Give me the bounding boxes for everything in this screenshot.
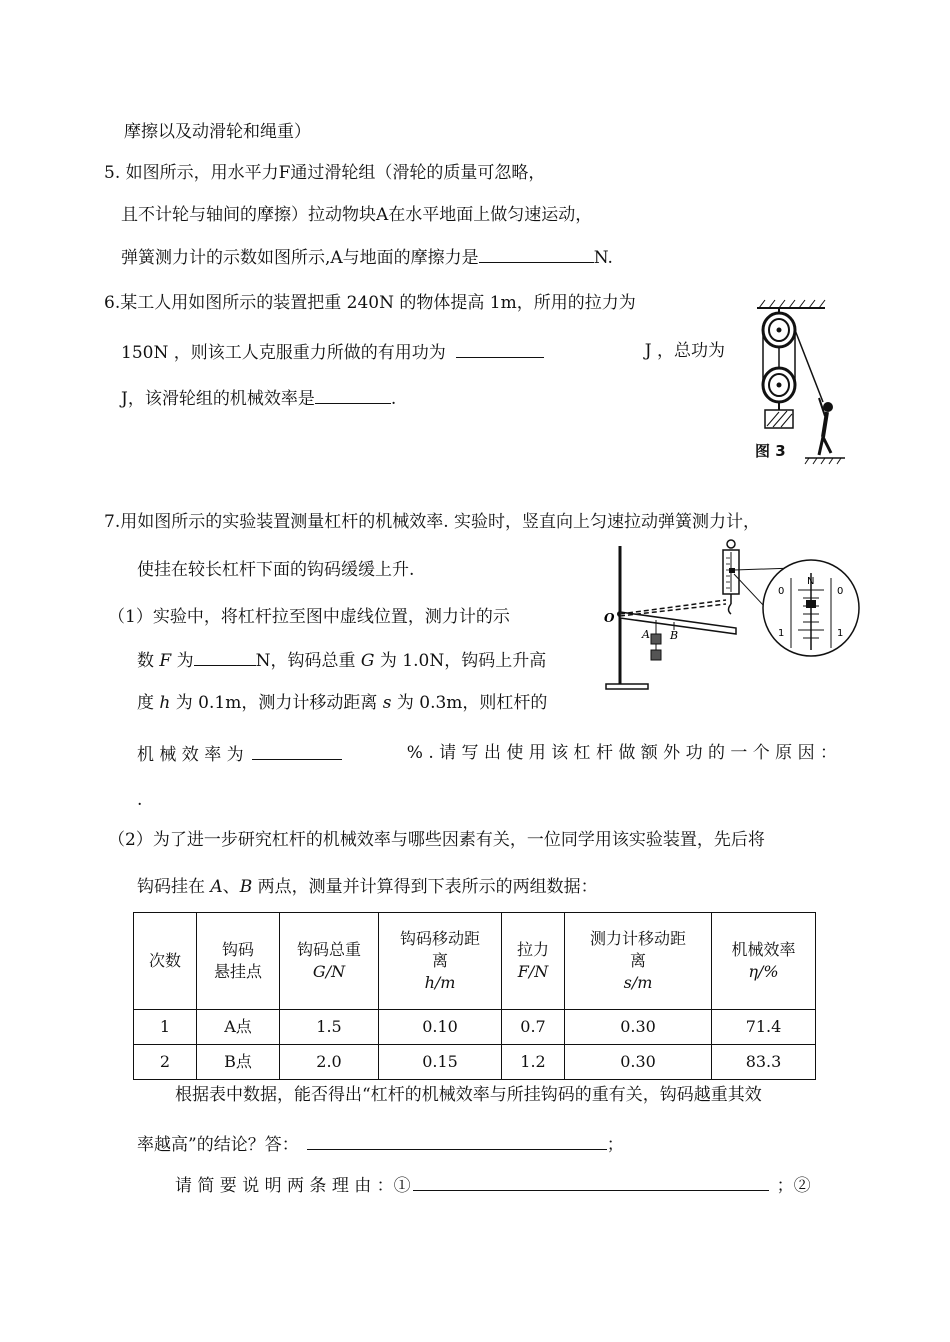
table-header: 钩码 悬挂点 bbox=[197, 913, 280, 1010]
table-cell: 0.30 bbox=[565, 1045, 712, 1080]
question-6-line-1: 6.某工人用如图所示的装置把重 240N 的物体提高 1m，所用的拉力为 bbox=[104, 293, 636, 313]
table-cell: 1.5 bbox=[280, 1010, 379, 1045]
question-7-part1-line-3 bbox=[137, 691, 547, 715]
question-5-line-1: 5. 如图所示，用水平力F通过滑轮组（滑轮的质量可忽略， bbox=[104, 163, 546, 183]
answer-blank[interactable] bbox=[315, 385, 391, 404]
lever-figure bbox=[598, 538, 863, 693]
q6-text: J ，总功为 bbox=[644, 341, 725, 361]
table-cell: A点 bbox=[197, 1010, 280, 1045]
answer-blank[interactable] bbox=[307, 1131, 607, 1150]
question-7-part3-line-1: 根据表中数据，能否得出“杠杆的机械效率与所挂钩码的重有关，钩码越重其效 bbox=[175, 1085, 762, 1105]
question-6-line-3 bbox=[121, 385, 396, 411]
label-A: A bbox=[642, 628, 650, 641]
table-cell: 0.7 bbox=[502, 1010, 565, 1045]
text: 为 bbox=[171, 651, 194, 671]
table-cell: B点 bbox=[197, 1045, 280, 1080]
question-5-line-3 bbox=[121, 244, 613, 270]
data-table bbox=[133, 912, 816, 1080]
question-6-line-2 bbox=[121, 339, 725, 365]
table-header: 钩码总重 G/N bbox=[280, 913, 379, 1010]
text: 两点，测量并计算得到下表所示的两组数据： bbox=[252, 877, 598, 897]
answer-blank[interactable] bbox=[413, 1172, 769, 1191]
question-7-part2-line-1: （2）为了进一步研究杠杆的机械效率与哪些因素有关，一位同学用该实验装置，先后将 bbox=[108, 830, 765, 850]
label-zero: 0 bbox=[837, 586, 844, 597]
text: 度 bbox=[137, 693, 160, 713]
q6-text: J，该滑轮组的机械效率是 bbox=[121, 389, 315, 409]
table-header: 钩码移动距 离 h/m bbox=[379, 913, 502, 1010]
label-one: 1 bbox=[778, 628, 785, 639]
symbol-G: G bbox=[360, 651, 375, 671]
table-row bbox=[134, 1010, 816, 1045]
label-O: O bbox=[604, 611, 615, 625]
table-header: 拉力 F/N bbox=[502, 913, 565, 1010]
table-cell: 83.3 bbox=[712, 1045, 816, 1080]
question-7-part1-line-2 bbox=[137, 647, 546, 673]
text: 钩码挂在 bbox=[137, 877, 211, 897]
answer-blank[interactable] bbox=[456, 339, 544, 358]
symbol-s: s bbox=[382, 693, 392, 713]
question-7-part1-line-1: （1）实验中，将杠杆拉至图中虚线位置，测力计的示 bbox=[108, 607, 510, 627]
label-one: 1 bbox=[837, 628, 844, 639]
table-header: 次数 bbox=[134, 913, 197, 1010]
answer-blank[interactable] bbox=[252, 741, 342, 760]
table-cell: 1 bbox=[134, 1010, 197, 1045]
table-cell: 0.15 bbox=[379, 1045, 502, 1080]
question-7-line-1: 7.用如图所示的实验装置测量杠杆的机械效率. 实验时，竖直向上匀速拉动弹簧测力计， bbox=[104, 512, 761, 532]
text: ； bbox=[606, 1135, 624, 1155]
answer-blank[interactable] bbox=[479, 244, 594, 263]
table-cell: 0.30 bbox=[565, 1010, 712, 1045]
pulley-figure bbox=[745, 290, 855, 465]
text: 、 bbox=[222, 877, 240, 897]
answer-blank[interactable] bbox=[194, 647, 256, 666]
symbol-h: h bbox=[159, 693, 171, 713]
table-cell: 2 bbox=[134, 1045, 197, 1080]
text: 为 0.3m，则杠杆的 bbox=[391, 693, 548, 713]
table-cell: 2.0 bbox=[280, 1045, 379, 1080]
text: 请 简 要 说 明 两 条 理 由 ：① bbox=[175, 1176, 411, 1196]
label-B: B bbox=[670, 629, 679, 642]
text: ；② bbox=[776, 1176, 811, 1196]
question-5-line-2: 且不计轮与轴间的摩擦）拉动物块A在水平地面上做匀速运动， bbox=[121, 205, 593, 225]
table-cell: 71.4 bbox=[712, 1010, 816, 1045]
label-N: N bbox=[807, 576, 815, 587]
q6-text: 150N ，则该工人克服重力所做的有用功为 bbox=[121, 343, 446, 363]
text: 为 1.0N，钩码上升高 bbox=[374, 651, 547, 671]
table-header: 测力计移动距 离 s/m bbox=[565, 913, 712, 1010]
text: 率越高”的结论？答： bbox=[137, 1135, 299, 1155]
question-7-part2-line-2 bbox=[137, 875, 598, 899]
symbol-B: B bbox=[239, 877, 253, 897]
question-7-part4-line bbox=[175, 1172, 811, 1198]
symbol-F: F bbox=[159, 651, 172, 671]
table-header: 机械效率 η/% bbox=[712, 913, 816, 1010]
symbol-A: A bbox=[210, 877, 223, 897]
text-line: 摩擦以及动滑轮和绳重） bbox=[124, 122, 311, 142]
question-7-part1-line-4 bbox=[137, 741, 837, 767]
label-zero: 0 bbox=[778, 586, 785, 597]
table-cell: 1.2 bbox=[502, 1045, 565, 1080]
text: % . 请 写 出 使 用 该 杠 杆 做 额 外 功 的 一 个 原 因 ： bbox=[406, 743, 837, 763]
question-7-part1-line-5: . bbox=[137, 790, 143, 810]
figure-label: 图 3 bbox=[755, 442, 786, 460]
table-row bbox=[134, 1045, 816, 1080]
text: N，钩码总重 bbox=[255, 651, 361, 671]
question-7-line-2: 使挂在较长杠杆下面的钩码缓缓上升. bbox=[137, 560, 415, 580]
text: 为 0.1m，测力计移动距离 bbox=[170, 693, 383, 713]
table-header-row bbox=[134, 913, 816, 1010]
q5-text: 弹簧测力计的示数如图所示,A与地面的摩擦力是 bbox=[121, 248, 479, 268]
q5-unit: N. bbox=[593, 248, 613, 268]
text: 机 械 效 率 为 bbox=[137, 745, 244, 765]
q6-text: . bbox=[390, 389, 397, 409]
question-7-part3-line-2 bbox=[137, 1131, 624, 1157]
table-cell: 0.10 bbox=[379, 1010, 502, 1045]
text: 数 bbox=[137, 651, 160, 671]
